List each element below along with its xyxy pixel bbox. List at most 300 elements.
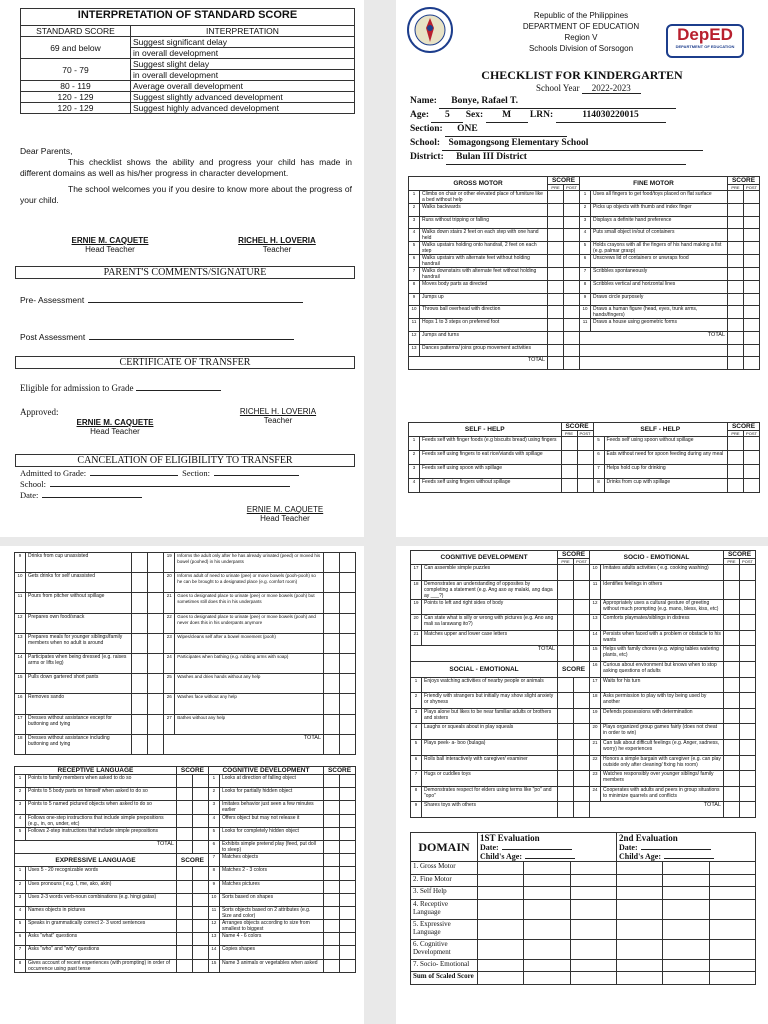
evaluation-score-cell[interactable] [478,919,524,939]
evaluation-score-cell[interactable] [570,862,616,875]
score-pre-cell[interactable] [548,229,564,242]
evaluation-score-cell[interactable] [663,959,709,972]
score-post-cell[interactable] [192,775,208,788]
score-pre-cell[interactable] [324,653,340,673]
score-pre-cell[interactable] [176,959,192,972]
score-post-cell[interactable] [192,906,208,919]
score-pre-cell[interactable] [728,242,744,255]
score-post-cell[interactable] [340,788,356,801]
score-post-cell[interactable] [740,724,756,740]
score-post-cell[interactable] [577,479,593,493]
date-blank[interactable] [42,497,142,498]
admitted-blank[interactable] [90,475,178,476]
score-pre-cell[interactable] [724,630,740,646]
score-pre-cell[interactable] [728,306,744,319]
score-pre-cell[interactable] [324,867,340,880]
score-pre-cell[interactable] [728,204,744,217]
score-pre-cell[interactable] [728,281,744,294]
evaluation-score-cell[interactable] [570,874,616,887]
score-pre-cell[interactable] [132,553,148,573]
score-post-cell[interactable] [740,565,756,581]
score-pre-cell[interactable] [548,319,564,332]
score-post-cell[interactable] [740,739,756,755]
score-post-cell[interactable] [740,646,756,662]
score-post-cell[interactable] [340,801,356,814]
evaluation-score-cell[interactable] [709,862,755,875]
total-pre-cell[interactable] [724,802,740,818]
approved-label: Approved: [20,407,59,417]
score-pre-cell[interactable] [324,801,340,814]
score-post-cell[interactable] [574,615,590,631]
score-post-cell[interactable] [340,653,356,673]
score-post-cell[interactable] [564,268,580,281]
item-number: 10 [409,306,420,319]
date-blank[interactable] [502,849,572,850]
score-post-cell[interactable] [192,959,208,972]
evaluation-score-cell[interactable] [709,919,755,939]
score-pre-cell[interactable] [176,906,192,919]
score-post-cell[interactable] [564,331,580,344]
score-pre-cell[interactable] [724,580,740,599]
score-post-cell[interactable] [192,867,208,880]
score-post-cell[interactable] [740,615,756,631]
score-post-cell[interactable] [192,946,208,959]
age-blank[interactable] [664,858,714,859]
score-pre-cell[interactable] [176,814,192,827]
score-post-cell[interactable] [340,946,356,959]
score-post-cell[interactable] [340,920,356,933]
score-post-cell[interactable] [564,306,580,319]
score-pre-cell[interactable] [548,306,564,319]
score-pre-cell[interactable] [176,893,192,906]
score-post-cell[interactable] [744,451,760,465]
score-post-cell[interactable] [574,724,590,740]
score-post-cell[interactable] [740,693,756,709]
score-post-cell[interactable] [564,281,580,294]
total-label: TOTAL [164,734,324,754]
total-post-cell[interactable] [192,840,208,853]
score-pre-cell[interactable] [724,755,740,771]
evaluation-score-cell[interactable] [709,899,755,919]
score-post-cell[interactable] [148,633,164,653]
score-pre-cell[interactable] [558,786,574,802]
score-post-cell[interactable] [340,880,356,893]
score-pre-cell[interactable] [324,920,340,933]
score-pre-cell[interactable] [558,630,574,646]
score-post-cell[interactable] [574,599,590,615]
score-pre-cell[interactable] [561,451,577,465]
score-pre-cell[interactable] [724,771,740,787]
score-pre-cell[interactable] [132,674,148,694]
score-post-cell[interactable] [192,801,208,814]
score-post-cell[interactable] [340,714,356,734]
score-pre-cell[interactable] [728,268,744,281]
score-pre-cell[interactable] [324,959,340,972]
signatory-role: Head Teacher [90,427,140,436]
score-pre-cell[interactable] [324,933,340,946]
score-pre-cell[interactable] [728,437,744,451]
score-pre-cell[interactable] [548,204,564,217]
empty-cell [580,344,728,357]
score-post-cell[interactable] [574,565,590,581]
score-post-cell[interactable] [574,630,590,646]
score-pre-cell[interactable] [548,331,564,344]
score-post-cell[interactable] [148,714,164,734]
age-blank[interactable] [525,858,575,859]
score-pre-cell[interactable] [176,801,192,814]
evaluation-score-cell[interactable] [524,919,570,939]
score-pre-cell[interactable] [558,708,574,724]
evaluation-score-cell[interactable] [524,862,570,875]
score-pre-cell[interactable] [176,880,192,893]
score-pre-cell[interactable] [548,281,564,294]
score-post-cell[interactable] [744,437,760,451]
score-post-cell[interactable] [340,593,356,613]
score-pre-cell[interactable] [176,827,192,840]
score-pre-cell[interactable] [558,771,574,787]
total-pre-cell[interactable] [558,646,574,662]
score-post-cell[interactable] [740,755,756,771]
score-post-cell[interactable] [744,216,760,229]
score-pre-cell[interactable] [324,775,340,788]
score-pre-cell[interactable] [176,867,192,880]
score-post-cell[interactable] [340,906,356,919]
score-pre-cell[interactable] [724,646,740,662]
score-pre-cell[interactable] [728,451,744,465]
score-post-cell[interactable] [744,229,760,242]
evaluation-score-cell[interactable] [663,919,709,939]
score-post-cell[interactable] [574,677,590,693]
score-post-cell[interactable] [148,694,164,714]
evaluation-score-cell[interactable] [524,972,570,985]
score-pre-cell[interactable] [558,615,574,631]
score-post-cell[interactable] [574,708,590,724]
score-post-cell[interactable] [340,814,356,827]
score-post-cell[interactable] [340,775,356,788]
score-pre-cell[interactable] [724,724,740,740]
evaluation-score-cell[interactable] [478,874,524,887]
evaluation-score-cell[interactable] [478,959,524,972]
total-post-cell[interactable] [574,646,590,662]
score-post-cell[interactable] [564,319,580,332]
score-post-cell[interactable] [192,893,208,906]
score-post-cell[interactable] [340,933,356,946]
score-pre-cell[interactable] [324,854,340,867]
score-post-cell[interactable] [564,191,580,204]
score-pre-cell[interactable] [324,633,340,653]
score-pre-cell[interactable] [324,788,340,801]
score-pre-cell[interactable] [724,786,740,802]
score-post-cell[interactable] [148,573,164,593]
score-pre-cell[interactable] [724,677,740,693]
evaluation-score-cell[interactable] [478,899,524,919]
score-pre-cell[interactable] [324,714,340,734]
score-post-cell[interactable] [744,268,760,281]
score-post-cell[interactable] [148,653,164,673]
score-pre-cell[interactable] [724,739,740,755]
score-post-cell[interactable] [740,708,756,724]
score-post-cell[interactable] [740,786,756,802]
evaluation-score-cell[interactable] [616,919,662,939]
score-pre-cell[interactable] [324,840,340,853]
score-post-cell[interactable] [577,465,593,479]
score-post-cell[interactable] [340,573,356,593]
evaluation-score-cell[interactable] [709,887,755,900]
score-post-cell[interactable] [744,479,760,493]
checklist-item: Draws a house using geometric forms [591,319,728,332]
evaluation-score-cell[interactable] [570,939,616,959]
table-row [411,919,756,939]
score-post-cell[interactable] [574,786,590,802]
evaluation-score-cell[interactable] [709,874,755,887]
score-post-cell[interactable] [192,920,208,933]
interp-cell: Suggest slight delay [131,59,355,70]
evaluation-score-cell[interactable] [478,862,524,875]
score-pre-cell[interactable] [324,694,340,714]
evaluation-score-cell[interactable] [570,919,616,939]
score-pre-cell[interactable] [558,677,574,693]
score-pre-cell[interactable] [324,613,340,633]
score-post-cell[interactable] [564,216,580,229]
pre-assessment-blank[interactable] [88,302,303,303]
score-pre-cell[interactable] [324,593,340,613]
evaluation-score-cell[interactable] [478,972,524,985]
score-pre-cell[interactable] [728,319,744,332]
score-post-cell[interactable] [744,242,760,255]
score-post-cell[interactable] [564,255,580,268]
eligible-blank[interactable] [136,390,221,391]
district-label: District: [410,152,444,162]
score-post-cell[interactable] [740,599,756,615]
score-pre-cell[interactable] [132,694,148,714]
school-blank[interactable] [50,486,290,487]
score-pre-cell[interactable] [176,933,192,946]
evaluation-score-cell[interactable] [663,972,709,985]
score-post-cell[interactable] [564,293,580,306]
score-pre-cell[interactable] [558,802,574,818]
score-pre-cell[interactable] [558,599,574,615]
score-pre-cell[interactable] [724,661,740,677]
score-post-cell[interactable] [192,814,208,827]
score-pre-cell[interactable] [728,216,744,229]
score-pre-cell[interactable] [548,344,564,357]
score-post-cell[interactable] [744,306,760,319]
score-pre-cell[interactable] [558,693,574,709]
score-pre-cell[interactable] [724,708,740,724]
score-pre-cell[interactable] [132,613,148,633]
score-post-cell[interactable] [192,933,208,946]
evaluation-score-cell[interactable] [570,972,616,985]
score-post-cell[interactable] [340,674,356,694]
evaluation-score-cell[interactable] [616,899,662,919]
score-post-cell[interactable] [574,755,590,771]
item-number: 8 [593,479,604,493]
evaluation-score-cell[interactable] [616,887,662,900]
evaluation-score-cell[interactable] [663,862,709,875]
post-assessment-blank[interactable] [89,339,294,340]
score-pre-cell[interactable] [132,633,148,653]
score-pre-cell[interactable] [558,739,574,755]
total-post-cell[interactable] [340,734,356,754]
score-pre-cell[interactable] [728,479,744,493]
score-post-cell[interactable] [744,465,760,479]
score-post-cell[interactable] [340,694,356,714]
evaluation-score-cell[interactable] [524,959,570,972]
section-blank[interactable] [214,475,299,476]
score-post-cell[interactable] [574,739,590,755]
score-pre-cell[interactable] [561,465,577,479]
score-pre-cell[interactable] [728,293,744,306]
score-post-cell[interactable] [340,840,356,853]
score-post-cell[interactable] [148,734,164,754]
score-pre-cell[interactable] [324,573,340,593]
score-pre-cell[interactable] [324,827,340,840]
evaluation-score-cell[interactable] [663,939,709,959]
evaluation-score-cell[interactable] [663,899,709,919]
score-pre-cell[interactable] [561,437,577,451]
evaluation-score-cell[interactable] [524,939,570,959]
score-pre-cell[interactable] [132,653,148,673]
score-post-cell[interactable] [564,344,580,357]
score-pre-cell[interactable] [324,946,340,959]
total-pre-cell[interactable] [176,840,192,853]
score-post-cell[interactable] [740,771,756,787]
score-post-cell[interactable] [340,827,356,840]
score-post-cell[interactable] [148,613,164,633]
total-post-cell[interactable] [740,802,756,818]
checklist-item: Draws a human figure (head, eyes, trunk arms, hands/fingers) [591,306,728,319]
score-post-cell[interactable] [744,191,760,204]
score-post-cell[interactable] [192,827,208,840]
score-pre-cell[interactable] [324,880,340,893]
score-post-cell[interactable] [148,553,164,573]
evaluation-score-cell[interactable] [616,862,662,875]
score-post-cell[interactable] [744,293,760,306]
score-pre-cell[interactable] [561,479,577,493]
evaluation-score-cell[interactable] [616,959,662,972]
score-post-cell[interactable] [148,593,164,613]
score-pre-cell[interactable] [724,565,740,581]
score-post-cell[interactable] [340,613,356,633]
score-post-cell[interactable] [744,255,760,268]
score-post-cell[interactable] [340,959,356,972]
score-pre-cell[interactable] [176,920,192,933]
evaluation-score-cell[interactable] [616,874,662,887]
score-pre-cell[interactable] [324,893,340,906]
score-pre-cell[interactable] [558,724,574,740]
score-pre-cell[interactable] [548,293,564,306]
score-pre-cell[interactable] [728,465,744,479]
total-pre-cell[interactable] [728,331,744,344]
score-pre-cell[interactable] [548,242,564,255]
score-pre-cell[interactable] [548,216,564,229]
score-pre-cell[interactable] [724,615,740,631]
score-post-cell[interactable] [340,854,356,867]
evaluation-score-cell[interactable] [478,887,524,900]
score-pre-cell[interactable] [728,191,744,204]
evaluation-score-cell[interactable] [709,972,755,985]
score-post-cell[interactable] [148,674,164,694]
score-pre-cell[interactable] [548,191,564,204]
score-post-cell[interactable] [577,451,593,465]
score-pre-cell[interactable] [558,755,574,771]
evaluation-score-cell[interactable] [663,874,709,887]
score-pre-cell[interactable] [728,255,744,268]
score-pre-cell[interactable] [724,693,740,709]
score-post-cell[interactable] [574,771,590,787]
score-pre-cell[interactable] [176,946,192,959]
score-post-cell[interactable] [574,693,590,709]
score-post-cell[interactable] [340,867,356,880]
score-pre-cell[interactable] [324,814,340,827]
score-pre-cell[interactable] [558,580,574,599]
score-pre-cell[interactable] [324,674,340,694]
score-post-cell[interactable] [564,229,580,242]
evaluation-score-cell[interactable] [570,959,616,972]
score-post-cell[interactable] [340,633,356,653]
score-pre-cell[interactable] [132,573,148,593]
score-post-cell[interactable] [744,319,760,332]
score-post-cell[interactable] [577,437,593,451]
evaluation-score-cell[interactable] [709,959,755,972]
evaluation-score-cell[interactable] [524,874,570,887]
score-post-cell[interactable] [574,802,590,818]
score-pre-cell[interactable] [324,553,340,573]
score-pre-cell[interactable] [558,565,574,581]
receptive-header: RECEPTIVE LANGUAGE [15,767,177,775]
evaluation-score-cell[interactable] [616,939,662,959]
total-post-cell[interactable] [744,331,760,344]
total-pre-cell[interactable] [324,734,340,754]
score-post-cell[interactable] [192,880,208,893]
score-pre-cell[interactable] [548,268,564,281]
evaluation-score-cell[interactable] [616,972,662,985]
school-label: School: [410,138,441,148]
evaluation-score-cell[interactable] [524,899,570,919]
score-post-cell[interactable] [740,677,756,693]
score-post-cell[interactable] [574,580,590,599]
score-pre-cell[interactable] [176,775,192,788]
evaluation-score-cell[interactable] [663,887,709,900]
score-post-cell[interactable] [564,204,580,217]
evaluation-score-cell[interactable] [570,899,616,919]
score-post-cell[interactable] [740,630,756,646]
total-pre-cell[interactable] [548,357,564,370]
score-post-cell[interactable] [744,281,760,294]
score-post-cell[interactable] [740,580,756,599]
score-pre-cell[interactable] [728,229,744,242]
score-pre-cell[interactable] [132,714,148,734]
score-post-cell[interactable] [192,788,208,801]
total-post-cell[interactable] [564,357,580,370]
date-blank[interactable] [641,849,711,850]
evaluation-score-cell[interactable] [524,887,570,900]
evaluation-score-cell[interactable] [570,887,616,900]
score-pre-cell[interactable] [176,788,192,801]
score-pre-cell[interactable] [132,734,148,754]
evaluation-score-cell[interactable] [478,939,524,959]
score-post-cell[interactable] [740,661,756,677]
score-post-cell[interactable] [564,242,580,255]
score-post-cell[interactable] [340,553,356,573]
evaluation-score-cell[interactable] [709,939,755,959]
score-pre-cell[interactable] [132,593,148,613]
score-pre-cell[interactable] [324,906,340,919]
score-pre-cell[interactable] [724,599,740,615]
score-post-cell[interactable] [340,893,356,906]
score-post-cell[interactable] [744,204,760,217]
score-pre-cell[interactable] [548,255,564,268]
